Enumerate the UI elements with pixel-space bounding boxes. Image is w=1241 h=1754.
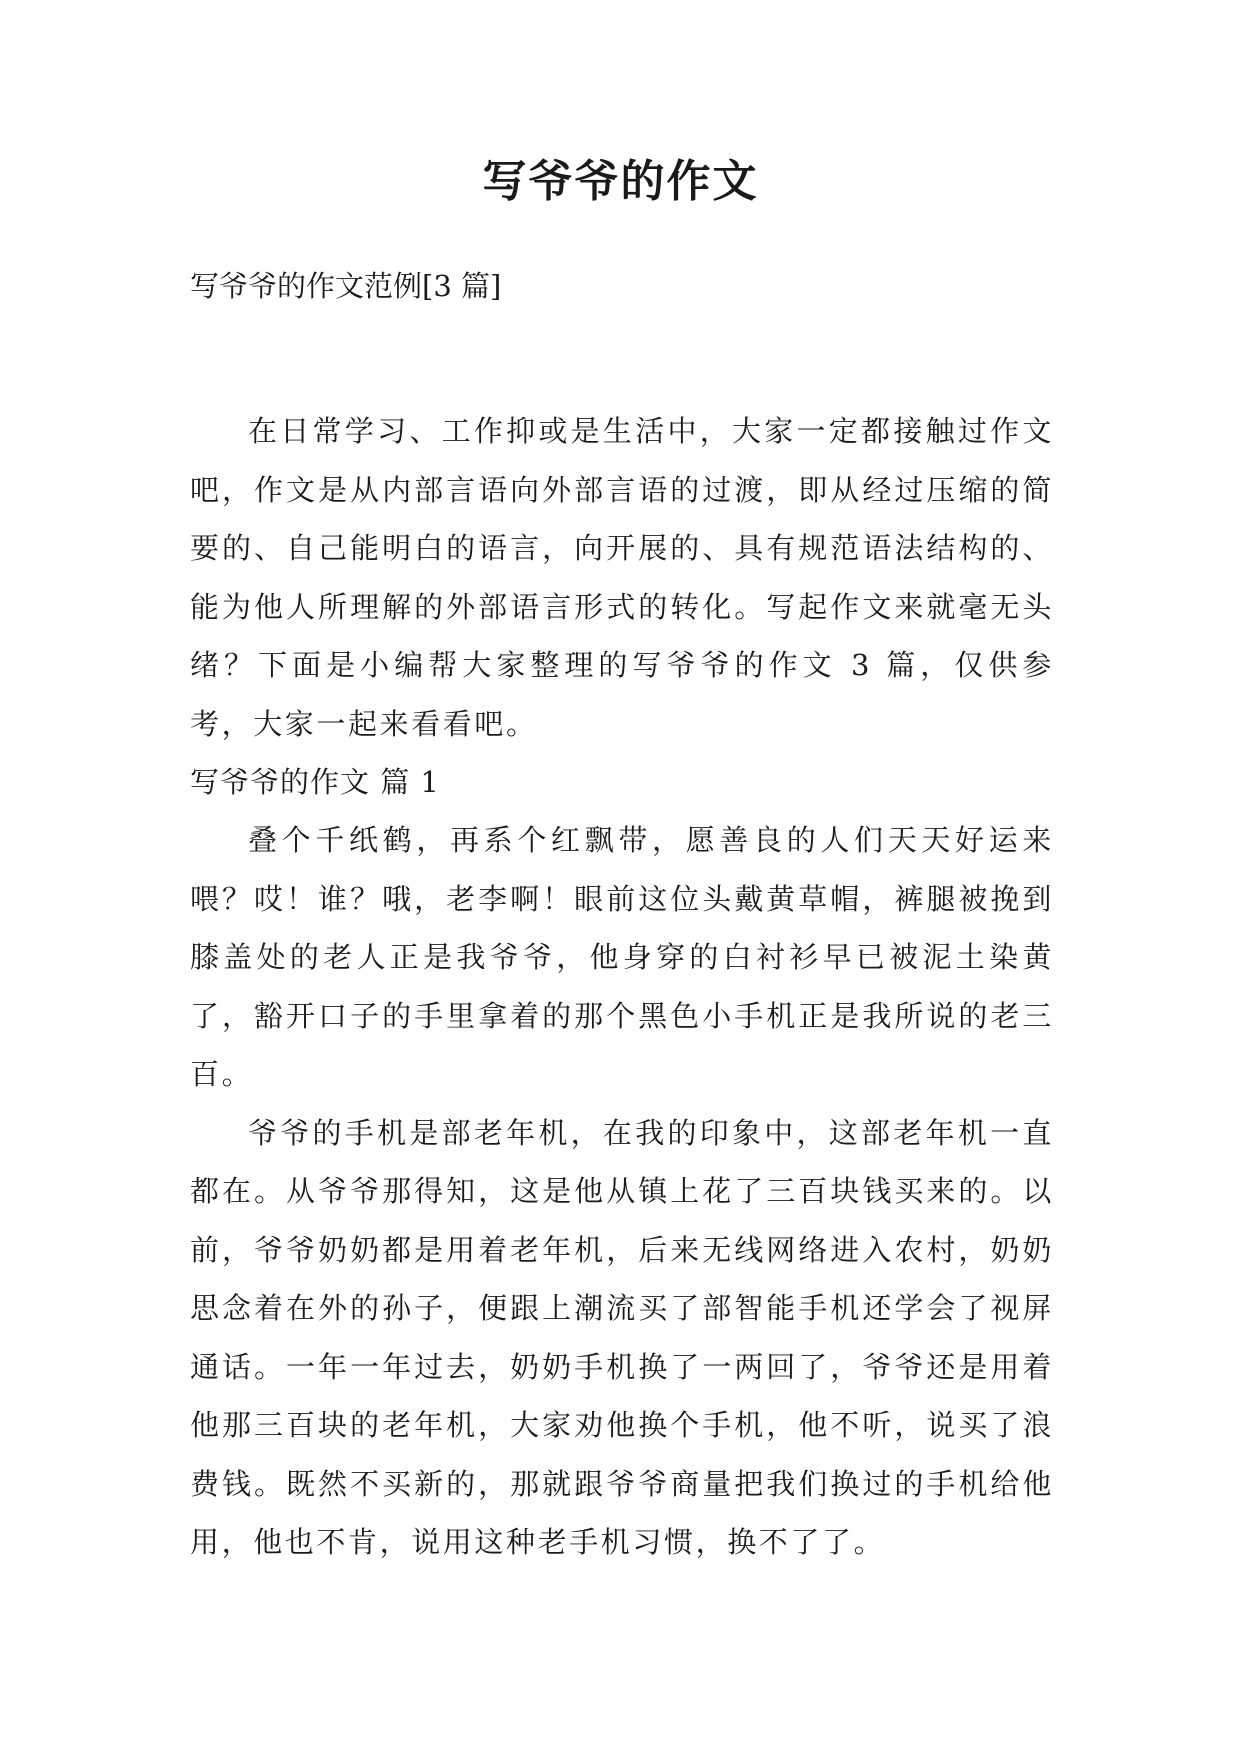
document-subtitle: 写爷爷的作文范例[3 篇] [190,269,502,303]
document-title: 写爷爷的作文 [482,156,759,207]
section-heading-1: 写爷爷的作文 篇 1 [190,765,440,799]
section1-paragraph-1: 叠个千纸鹤，再系个红飘带，愿善良的人们天天好运来喂？哎！谁？哦，老李啊！眼前这位头戴黄草帽，裤腿被挽到膝盖处的老人正是我爷爷，他身穿的白衬衫早已被泥土染黄了，豁开口子的手里拿着的那个黑色小手机正是我所说的老三百。 [190,823,1054,1091]
section1-paragraph-2: 爷爷的手机是部老年机，在我的印象中，这部老年机一直都在。从爷爷那得知，这是他从镇上花了三百块钱买来的。以前，爷爷奶奶都是用着老年机，后来无线网络进入农村，奶奶思念着在外的孙子，便跟上潮流买了部智能手机还学会了视屏通话。一年一年过去，奶奶手机换了一两回了，爷爷还是用着他那三百块的老年机，大家劝他换个手机，他不听，说买了浪费钱。既然不买新的，那就跟爷爷商量把我们换过的手机给他用，他也不肯，说用这种老手机习惯，换不了了。 [190,1115,1054,1559]
document-body [190,402,1054,1572]
intro-paragraph: 在日常学习、工作抑或是生活中，大家一定都接触过作文吧，作文是从内部言语向外部言语的过渡，即从经过压缩的简要的、自己能明白的语言，向开展的、具有规范语法结构的、能为他人所理解的外部语言形式的转化。写起作文来就毫无头绪？下面是小编帮大家整理的写爷爷的作文 3 篇，仅供参考，大家一起来看看吧。 [190,414,1054,741]
